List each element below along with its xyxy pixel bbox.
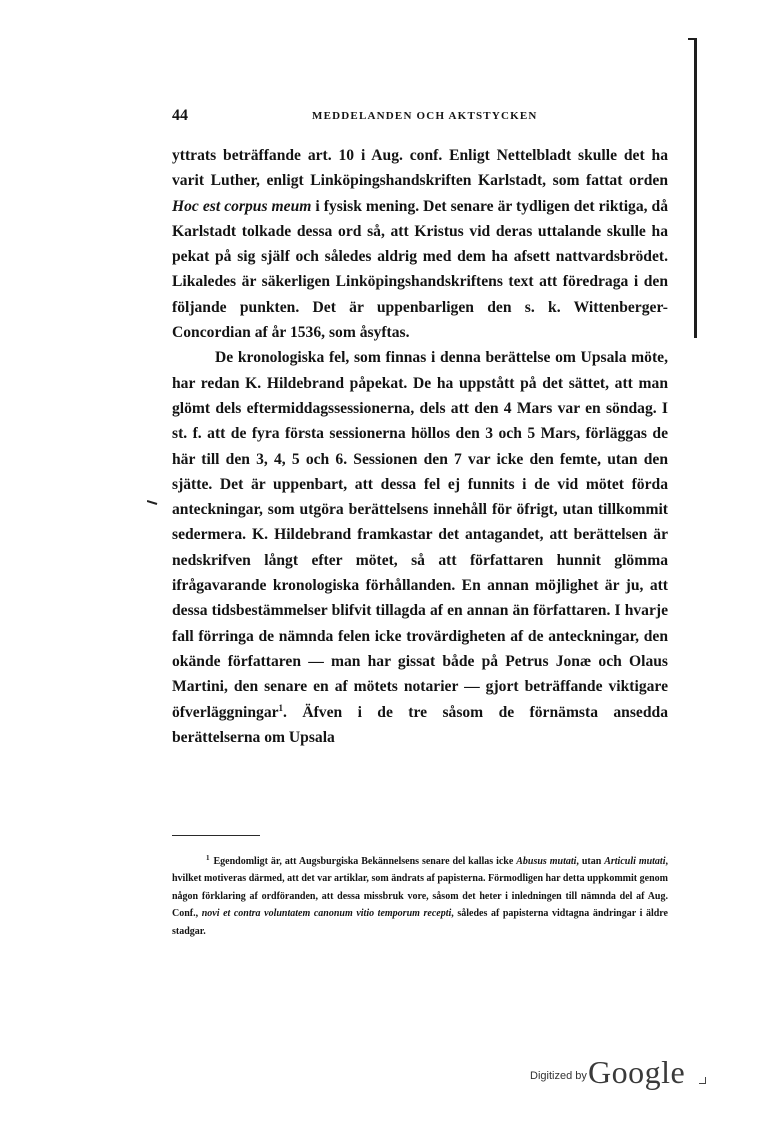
paragraph-1: [172, 143, 668, 345]
paragraph-1-text-b: i fysisk mening. Det senare är tydligen det riktiga, då Karlstadt tolkade dessa ord så, att Kristus vid deras uttalande skulle ha pekat på sig själf och således aldrig med dem ha afsett nattvardsbrödet. Likaledes är säkerligen Linköpingshandskriftens text att föredraga i den följande punkten. Det är uppenbarligen den s. k. Wittenberger-Concordian af år 1536, som åsyftas.: [172, 197, 669, 342]
margin-bracket-line: [694, 38, 697, 338]
footnote-italic-b: Articuli mutati: [604, 856, 666, 867]
google-digitized-watermark: [530, 1052, 700, 1102]
footnote-rule: [172, 835, 260, 836]
footnote-italic-a: Abusus mutati: [516, 856, 577, 867]
footnote-text-a: Egendomligt är, att Augsburgiska Bekännelsens senare del kallas icke: [213, 856, 517, 867]
footnote-text-c: , hvilket motiveras därmed, att det var artiklar, som ändrats af papisterna. Förmodligen har detta uppkommit genom någon förklaring af ordföranden, att dessa missbruk vore, såsom det heter i inledningen till nämnda del af Aug. Conf.,: [172, 856, 668, 920]
footnote-reference: 1: [278, 702, 284, 713]
paragraph-2: [172, 345, 668, 750]
page-header: [172, 107, 668, 129]
margin-bracket-hook: [688, 38, 697, 40]
page-number: 44: [172, 107, 188, 124]
footnote-marker: 1: [206, 853, 210, 862]
running-head: MEDDELANDEN OCH AKTSTYCKEN: [312, 110, 538, 122]
body-text: [172, 143, 668, 750]
paragraph-1-italic-quote: Hoc est corpus meum: [172, 197, 312, 215]
digitized-by-label: Digitized by: [530, 1070, 587, 1082]
footnote: [172, 853, 668, 940]
margin-dash-mark: [147, 500, 158, 506]
paragraph-2-text-a: De kronologiska fel, som finnas i denna berättelse om Upsala möte, har redan K. Hildebrand påpekat. De ha uppstått på det sättet, att man glömt dels eftermiddagssessionerna, dels att den 4 Mars var en söndag. I st. f. att de fyra första sessionerna höllos den 3 och 5 Mars, förläggas de här till den 3, 4, 5 och 6. Sessionen den 7 var icke den femte, utan den sjätte. Det är uppenbart, att dessa fel ej funnits i de vid mötet förda anteckningar, som utgöra berättelsens innehåll för öfrigt, utan tillkommit sedermera. K. Hildebrand framkastar det antagandet, att berättelsen är nedskrifven långt efter mötet, så att författaren hunnit glömma ifrågavarande kronologiska förhållanden. En annan möjlighet är ju, att dessa tidsbestämmelser blifvit tillagda af en annan än författaren. I hvarje fall förringa de nämnda felen icke trovärdigheten af de anteckningar, den okände författaren — man har gissat både på Petrus Jonæ och Olaus Martini, den senare en af mötets notarier — gjort beträffande viktigare öfverläggningar: [172, 349, 668, 721]
footnote-text-b: , utan: [576, 856, 605, 867]
paragraph-2-text-b: . Äfven i de tre såsom de förnämsta ansedda berättelserna om Upsala: [172, 703, 668, 746]
paragraph-1-text-a: yttrats beträffande art. 10 i Aug. conf. Enligt Nettelbladt skulle det ha varit Luther, enligt Linköpingshandskriften Karlstadt, som fattat orden: [172, 147, 668, 190]
google-logo: Google: [588, 1054, 686, 1090]
footnote-text-d: , således af papisterna vidtagna ändringar i äldre stadgar.: [172, 908, 668, 937]
corner-crop-mark: [699, 1077, 706, 1084]
footnote-italic-c: novi et contra voluntatem canonum vitio temporum recepti: [201, 908, 452, 920]
